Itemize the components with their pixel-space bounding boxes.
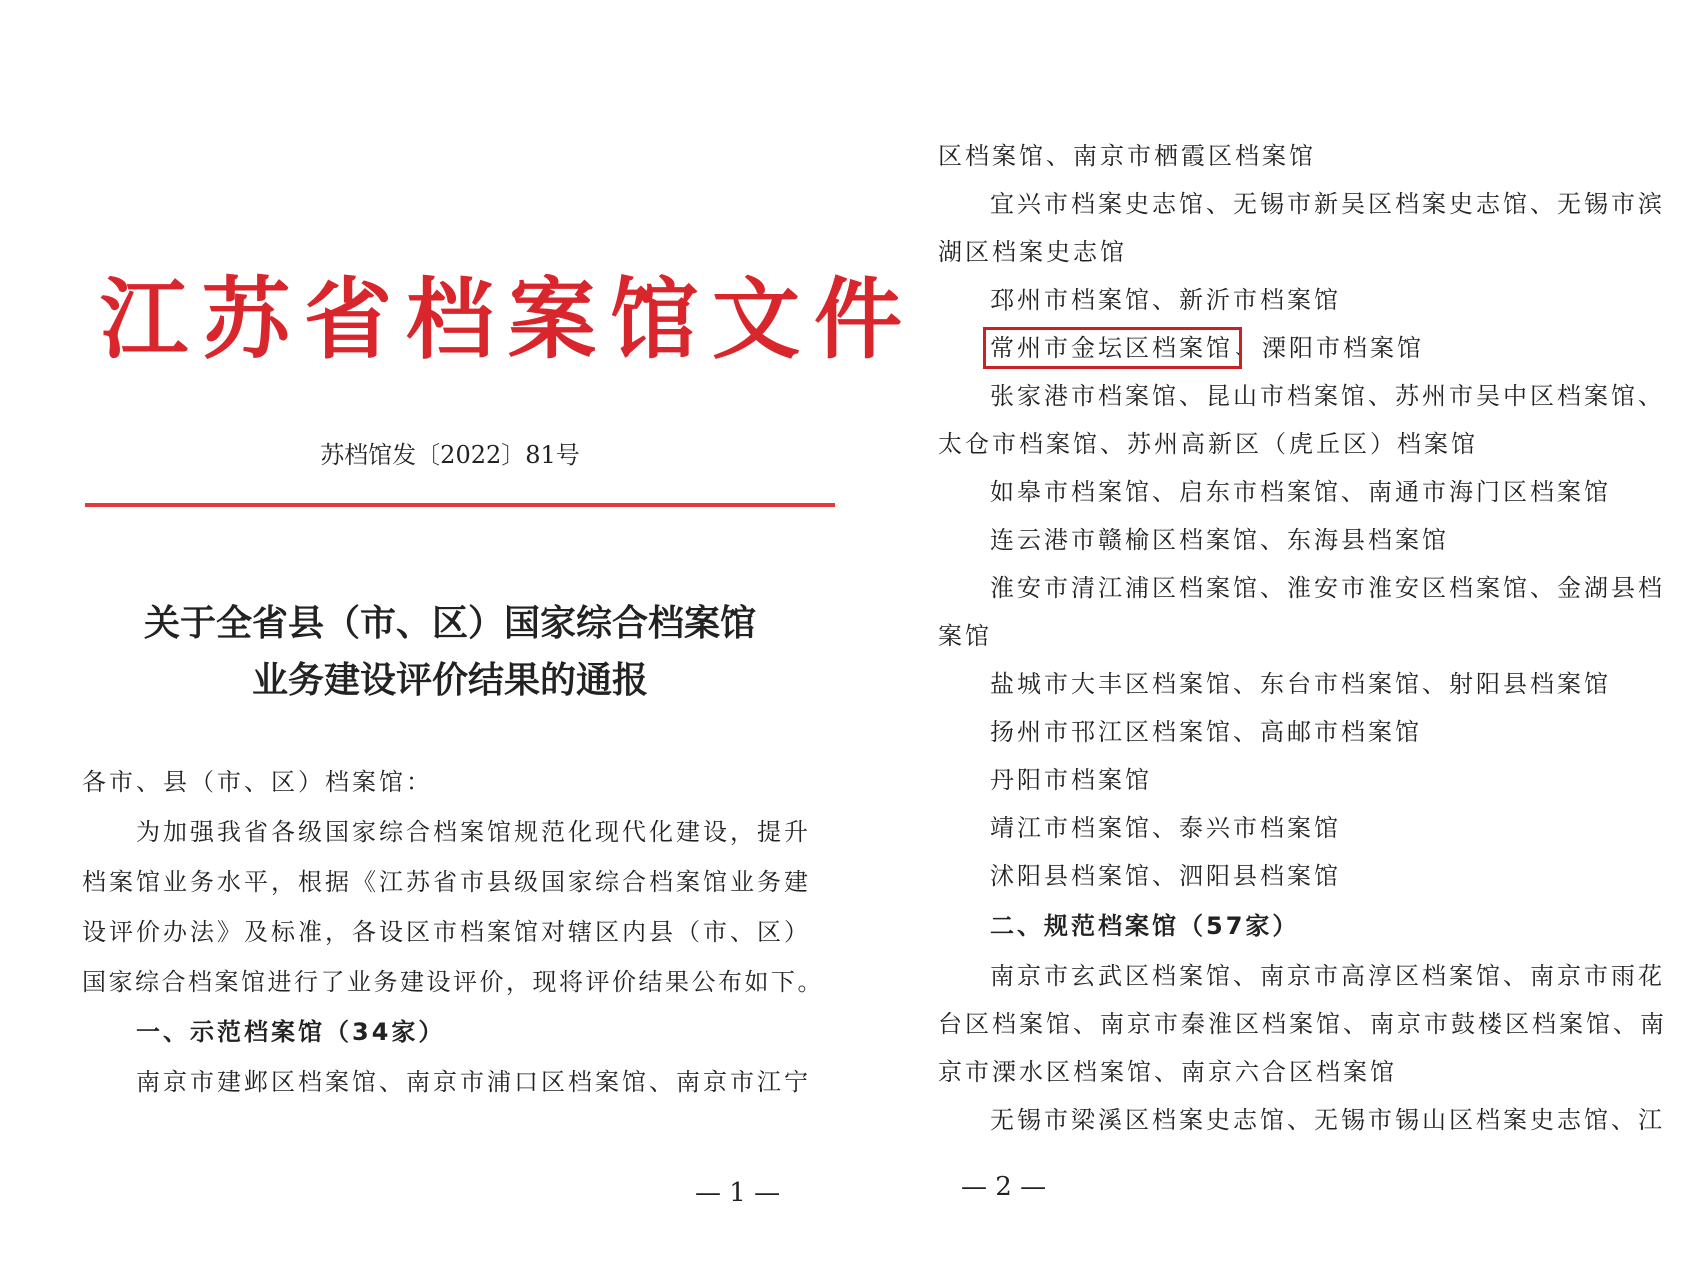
body-line: 国家综合档案馆进行了业务建设评价，现将评价结果公布如下。 bbox=[82, 968, 824, 996]
list-line: 张家港市档案馆、昆山市档案馆、苏州市吴中区档案馆、 bbox=[990, 382, 1665, 410]
red-divider-line bbox=[85, 503, 835, 507]
list-line-highlighted bbox=[990, 332, 1424, 364]
list-line: 邳州市档案馆、新沂市档案馆 bbox=[990, 286, 1341, 314]
body-line: 档案馆业务水平，根据《江苏省市县级国家综合档案馆业务建 bbox=[82, 868, 811, 896]
list-line: 如皋市档案馆、启东市档案馆、南通市海门区档案馆 bbox=[990, 478, 1611, 506]
document-page-2 bbox=[853, 0, 1706, 1280]
list-line: 扬州市邗江区档案馆、高邮市档案馆 bbox=[990, 718, 1422, 746]
list-line: 沭阳县档案馆、泗阳县档案馆 bbox=[990, 862, 1341, 890]
section-1-heading: 一、示范档案馆（34家） bbox=[136, 1018, 446, 1046]
list-line: 丹阳市档案馆 bbox=[990, 766, 1152, 794]
list-line: 宜兴市档案史志馆、无锡市新吴区档案史志馆、无锡市滨 bbox=[990, 190, 1665, 218]
list-line: 太仓市档案馆、苏州高新区（虎丘区）档案馆 bbox=[938, 430, 1478, 458]
list-line: 湖区档案史志馆 bbox=[938, 238, 1127, 266]
section-2-heading: 二、规范档案馆（57家） bbox=[990, 912, 1300, 940]
list-line: 案馆 bbox=[938, 622, 992, 650]
page-number: — 2 — bbox=[961, 1172, 1047, 1202]
list-line: 南京市建邺区档案馆、南京市浦口区档案馆、南京市江宁 bbox=[136, 1068, 811, 1096]
list-line: 京市溧水区档案馆、南京六合区档案馆 bbox=[938, 1058, 1397, 1086]
list-line: 无锡市梁溪区档案史志馆、无锡市锡山区档案史志馆、江 bbox=[990, 1106, 1665, 1134]
list-line: 淮安市清江浦区档案馆、淮安市淮安区档案馆、金湖县档 bbox=[990, 574, 1665, 602]
highlighted-archive-name: 常州市金坛区档案馆 bbox=[990, 334, 1233, 362]
notice-title-line-2: 业务建设评价结果的通报 bbox=[251, 659, 648, 701]
salutation: 各市、县（市、区）档案馆： bbox=[82, 768, 433, 796]
document-number: 苏档馆发〔2022〕81号 bbox=[320, 441, 580, 469]
list-line: 南京市玄武区档案馆、南京市高淳区档案馆、南京市雨花 bbox=[990, 962, 1665, 990]
list-line: 盐城市大丰区档案馆、东台市档案馆、射阳县档案馆 bbox=[990, 670, 1611, 698]
list-line: 区档案馆、南京市栖霞区档案馆 bbox=[938, 142, 1316, 170]
list-line: 靖江市档案馆、泰兴市档案馆 bbox=[990, 814, 1341, 842]
notice-title-line-1: 关于全省县（市、区）国家综合档案馆 bbox=[143, 602, 756, 644]
list-line: 台区档案馆、南京市秦淮区档案馆、南京市鼓楼区档案馆、南 bbox=[938, 1010, 1667, 1038]
body-line: 为加强我省各级国家综合档案馆规范化现代化建设，提升 bbox=[136, 818, 811, 846]
highlighted-line-rest: 、溧阳市档案馆 bbox=[1235, 334, 1424, 362]
body-line: 设评价办法》及标准，各设区市档案馆对辖区内县（市、区） bbox=[82, 918, 811, 946]
red-header-title: 江苏省档案馆文件 bbox=[100, 267, 917, 371]
page-number: — 1 — bbox=[695, 1178, 781, 1208]
list-line: 连云港市赣榆区档案馆、东海县档案馆 bbox=[990, 526, 1449, 554]
